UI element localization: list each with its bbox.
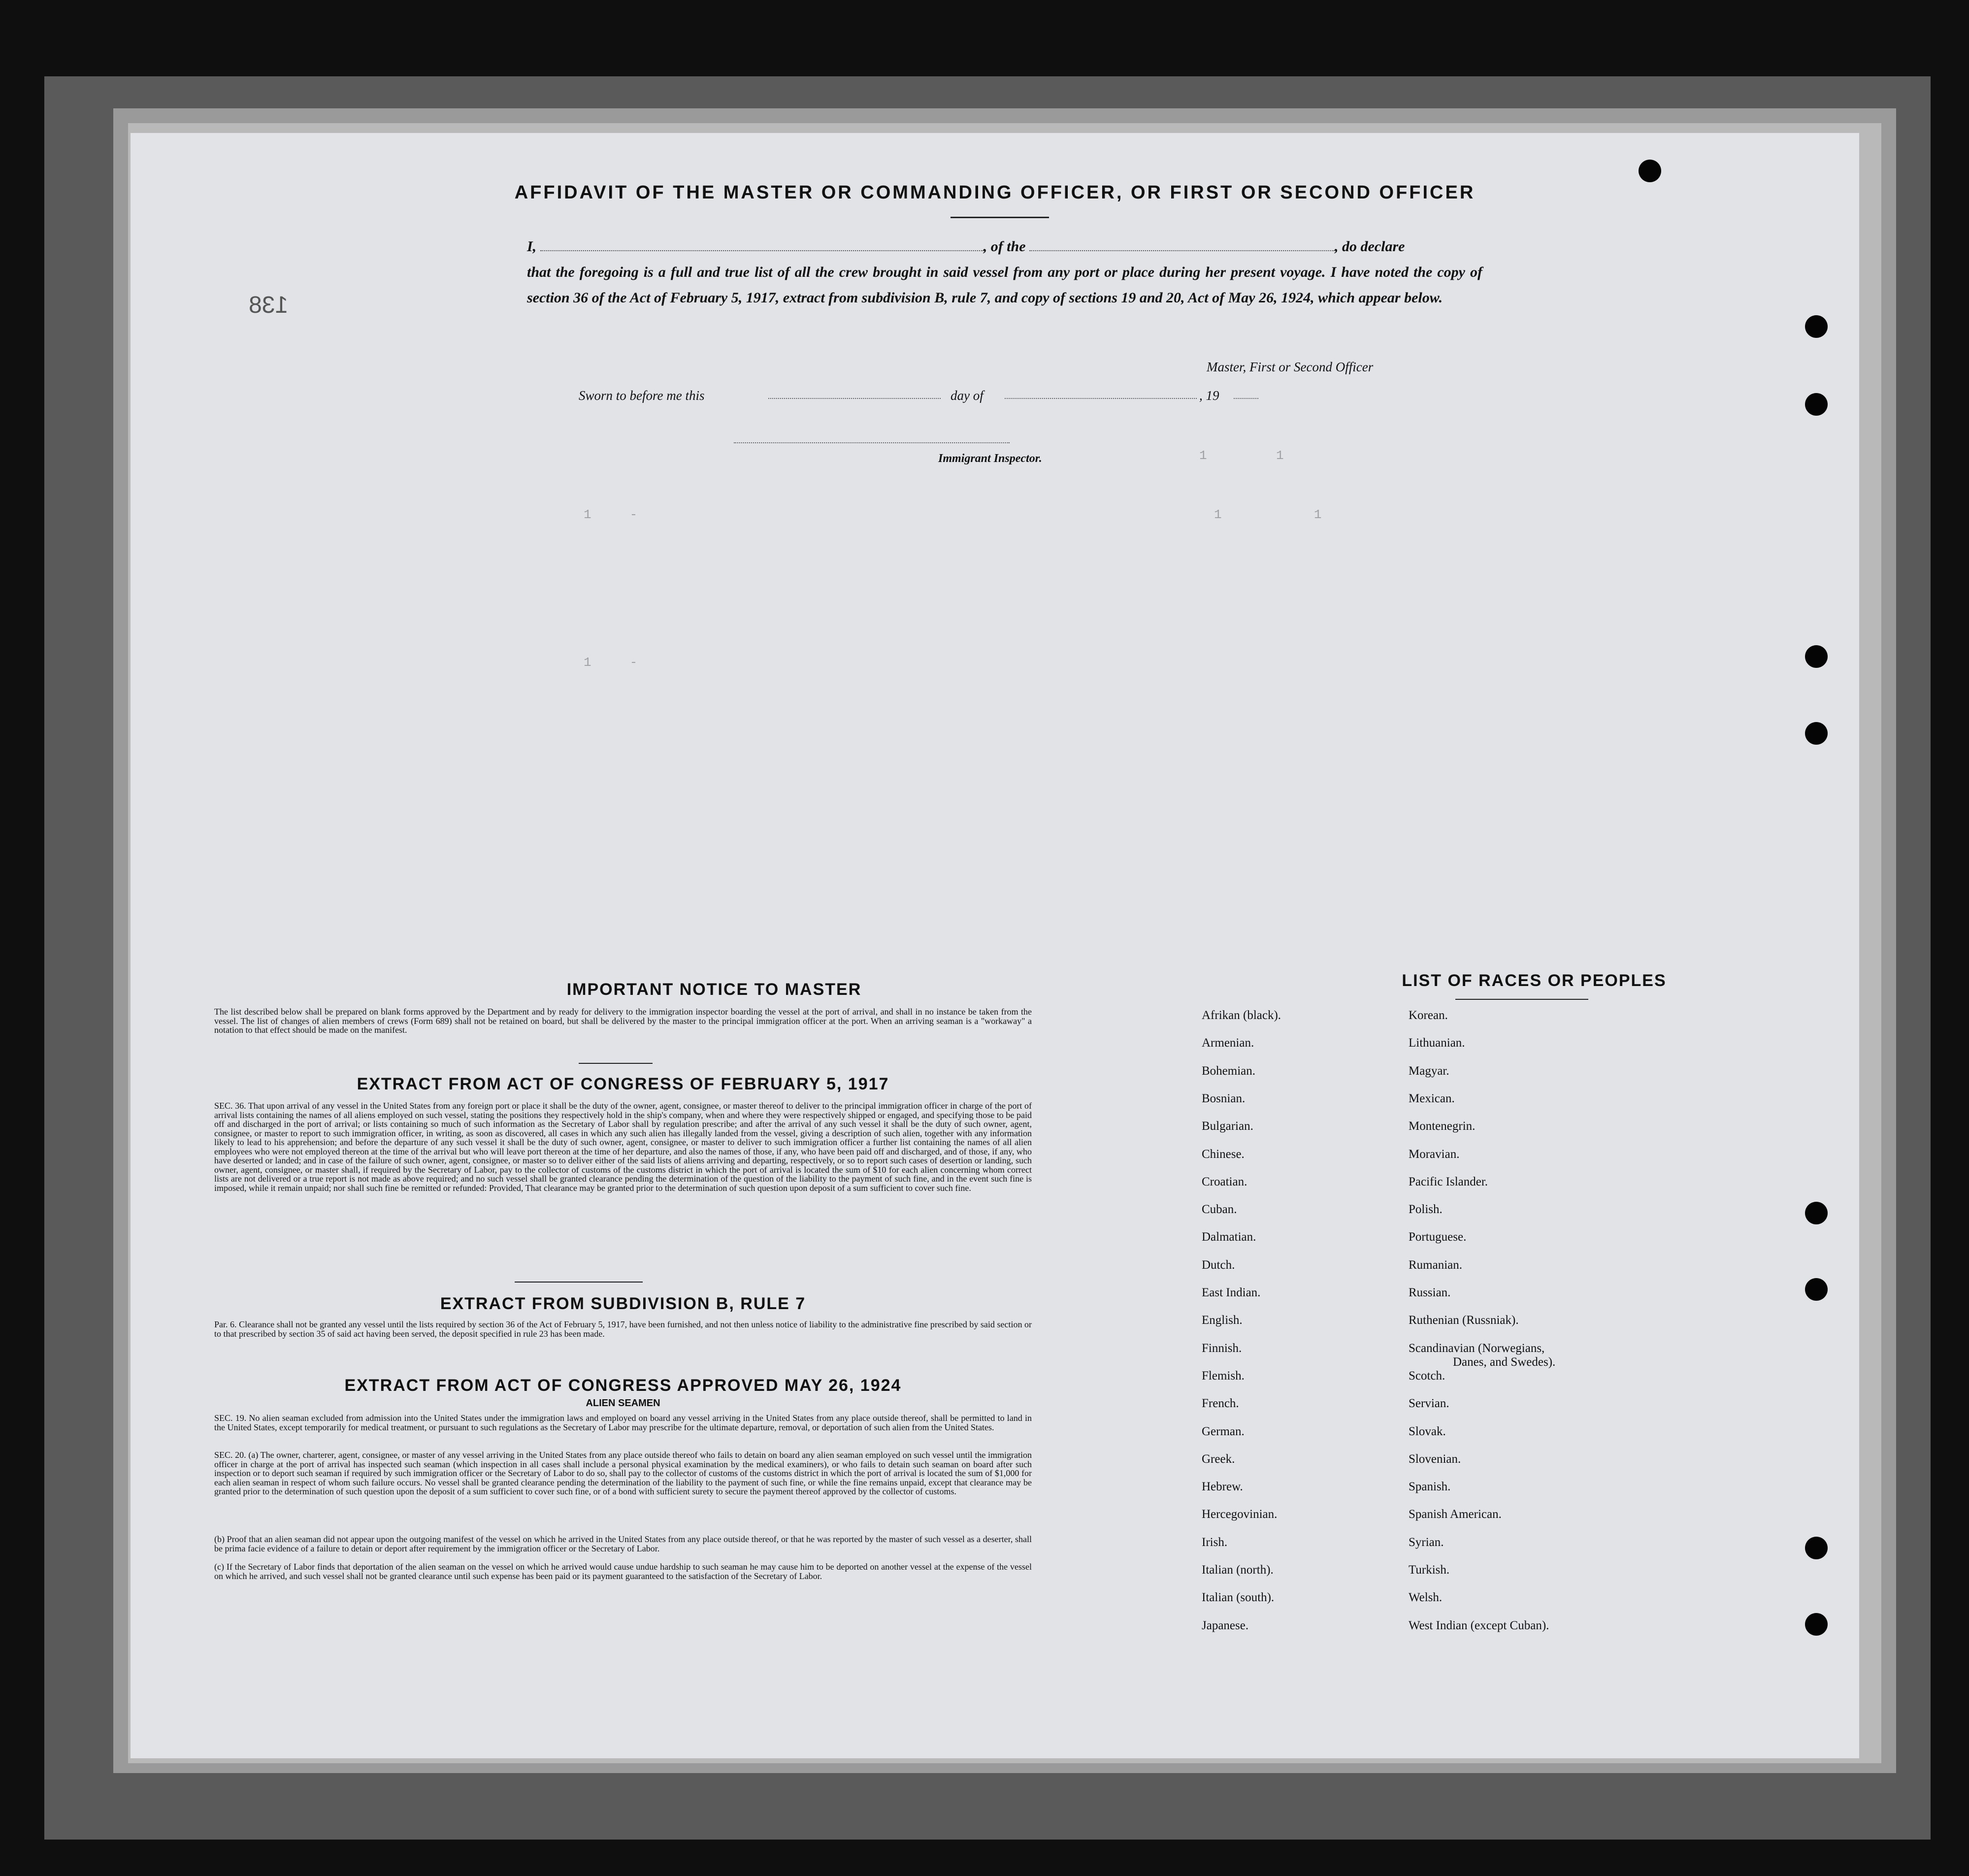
extract-1917-text: SEC. 36. That upon arrival of any vessel in the United States from any foreign port or place it shall be the duty of the owner, agent, consignee, or master thereof to deliver to the principal immigration officer in charge of the port of arrival lists containing the names of all aliens employed on such vessel, stating the positions they respectively hold in the ship's company, when and where they were respectively shipped or engaged, and specifying those to be paid off and discharged in the port of arrival; or lists containing so much of such information as the Secretary of Labor shall by regulation prescribe; and after the arrival of any such vessel it shall be the duty of such owner, agent, consignee, or master to report to such immigration officer, in writing, as soon as discovered, all cases in which any such alien has illegally landed from the vessel, giving a description of such alien, together with any information likely to lead to his apprehension; and before the departure of any such vessel it shall be the duty of such owner, agent, consignee, or master to deliver to such immigration officer a further list containing the names of all alien employees who were not employed thereon at the time of the arrival but who will leave port thereon at the time of her departure, and also the names of those, if any, who have been paid off and discharged, and of those, if any, who have deserted or landed; and in case of the failure of such owner, agent, consignee, or master so to deliver either of the said lists of aliens arriving and departing, respectively, or so to report such cases of desertion or landing, such owner, agent, consignee, or master shall, if required by the Secretary of Labor, pay to the collector of customs of the customs district in which the port of arrival is located the sum of $10 for each alien concerning whom correct lists are not delivered or a true report is not made as above required; and no such vessel shall be granted clearance pending the determination of the question of the liability to the payment of such fine, and in the event such fine is imposed, while it remain unpaid; nor shall such fine be remitted or refunded: Provided, That clearance may be granted prior to the determination of such question upon deposit of a sum sufficient to cover such fine.	[214, 1101, 1032, 1193]
notice-title: IMPORTANT NOTICE TO MASTER	[566, 980, 862, 999]
binder-hole-icon	[1805, 1202, 1828, 1224]
race-item: French.	[1202, 1397, 1239, 1411]
race-item: Scandinavian (Norwegians,	[1409, 1341, 1545, 1355]
race-item: Spanish American.	[1409, 1508, 1502, 1521]
race-item: Greek.	[1202, 1452, 1235, 1466]
binder-hole-icon	[1805, 722, 1828, 745]
race-item: Portuguese.	[1409, 1230, 1467, 1244]
page-number: 138	[249, 292, 289, 318]
affidavit-first-line	[527, 234, 1482, 260]
race-item: Chinese.	[1202, 1147, 1245, 1161]
race-item: Afrikan (black).	[1202, 1009, 1281, 1022]
race-item: Magyar.	[1409, 1064, 1449, 1078]
binder-hole-icon	[1805, 1278, 1828, 1301]
name-blank[interactable]	[540, 239, 984, 251]
sworn-label: Sworn to before me this	[579, 388, 705, 403]
extract-1924-subtitle: ALIEN SEAMEN	[586, 1398, 660, 1409]
month-blank[interactable]	[1005, 398, 1197, 399]
race-item: Irish.	[1202, 1535, 1228, 1549]
race-item: Ruthenian (Russniak).	[1409, 1314, 1519, 1327]
race-item: Scotch.	[1409, 1369, 1445, 1382]
divider	[579, 1063, 653, 1064]
extract-1924-sec19: SEC. 19. No alien seaman excluded from admission into the United States under the immigration laws and employed on board any vessel arriving in the United States from any place outside thereof, shall be permitted to land in the United States, except temporarily for medical treatment, or pursuant to such regulations as the Secretary of Labor may prescribe for the ultimate departure, removal, or deportation of such alien from the United States.	[214, 1413, 1032, 1432]
vessel-blank[interactable]	[1029, 239, 1335, 251]
race-item: Danes, and Swedes).	[1453, 1355, 1556, 1369]
sworn-date-blank[interactable]	[768, 398, 941, 399]
race-item: Polish.	[1409, 1203, 1443, 1217]
extract-1924-title: EXTRACT FROM ACT OF CONGRESS APPROVED MAY 26, 1924	[344, 1376, 902, 1395]
binder-hole-icon	[1639, 160, 1661, 182]
race-item: Moravian.	[1409, 1147, 1460, 1161]
day-of-label: day of	[951, 388, 984, 403]
race-item: Montenegrin.	[1409, 1119, 1476, 1133]
race-item: West Indian (except Cuban).	[1409, 1618, 1549, 1632]
race-item: Croatian.	[1202, 1175, 1247, 1188]
race-item: Hebrew.	[1202, 1480, 1243, 1494]
race-item: Welsh.	[1409, 1591, 1443, 1605]
race-item: Mexican.	[1409, 1091, 1455, 1105]
race-item: Servian.	[1409, 1397, 1449, 1411]
race-item: Rumanian.	[1409, 1258, 1463, 1272]
race-item: Finnish.	[1202, 1341, 1242, 1355]
extract-1924-sec20b: (b) Proof that an alien seaman did not appear upon the outgoing manifest of the vessel on which he arrived in the United States from any place outside thereof, or that he was reported by the master of such vessel as a deserter, shall be prima facie evidence of a failure to detain or deport after requirement by the immigration officer or the Secretary of Labor.	[214, 1534, 1032, 1553]
divider	[1455, 999, 1588, 1000]
inspector-signature-line[interactable]	[734, 442, 1010, 443]
race-item: Armenian.	[1202, 1036, 1254, 1050]
extract-rule7-title: EXTRACT FROM SUBDIVISION B, RULE 7	[440, 1294, 806, 1313]
race-item: Bulgarian.	[1202, 1119, 1253, 1133]
race-item: Syrian.	[1409, 1535, 1444, 1549]
extract-1917-title: EXTRACT FROM ACT OF CONGRESS OF FEBRUARY 5, 1917	[357, 1075, 889, 1093]
races-title: LIST OF RACES OR PEOPLES	[1402, 971, 1667, 990]
affidavit-i: I,	[527, 238, 537, 255]
affidavit-text: that the foregoing is a full and true list of all the crew brought in said vessel from any port or place during her present voyage. I have noted the copy of section 36 of the Act of February 5, 1917, extract from subdivision B, rule 7, and copy of sections 19 and 20, Act of May 26, 1924, which appear below.	[527, 264, 1482, 306]
race-item: Italian (south).	[1202, 1591, 1275, 1605]
extract-1924-sec20: SEC. 20. (a) The owner, charterer, agent, consignee, or master of any vessel arriving in the United States from any place outside thereof who fails to detain on board any alien seaman employed on such vessel until the immigration officer in charge at the port of arrival has inspected such seaman (which inspection in all cases shall include a personal physical examination by the medical examiners), or who fails to detain such seaman on board after such inspection or to deport such seaman if required by such immigration officer or the Secretary of Labor to do so, shall pay to the collector of customs of the customs district in which the port of arrival is located the sum of $1,000 for each alien seaman in respect of whom such failure occurs. No vessel shall be granted clearance pending the determination of the liability to the payment of such fine, or while the fine remains unpaid, except that clearance may be granted prior to the determination of such question upon the deposit of a sum sufficient to cover such fine, or of a bond with sufficient surety to secure the payment thereof approved by the collector of customs.	[214, 1450, 1032, 1496]
race-item: Korean.	[1409, 1009, 1448, 1022]
divider	[515, 1282, 643, 1283]
race-item: Bohemian.	[1202, 1064, 1256, 1078]
affidavit-of: , of the	[983, 238, 1026, 255]
race-item: Hercegovinian.	[1202, 1508, 1278, 1521]
race-item: Bosnian.	[1202, 1091, 1246, 1105]
race-item: Japanese.	[1202, 1618, 1249, 1632]
bleed-through-text: 1 1	[1199, 448, 1284, 463]
race-item: East Indian.	[1202, 1286, 1261, 1299]
race-item: Russian.	[1409, 1286, 1451, 1299]
race-item: Pacific Islander.	[1409, 1175, 1488, 1188]
race-item: Dutch.	[1202, 1258, 1235, 1272]
bleed-through-text: 1 1	[1214, 507, 1322, 522]
year-blank[interactable]	[1234, 398, 1258, 399]
affidavit-title: AFFIDAVIT OF THE MASTER OR COMMANDING OFFICER, OR FIRST OR SECOND OFFICER	[514, 182, 1476, 203]
race-item: Slovak.	[1409, 1424, 1446, 1438]
binder-hole-icon	[1805, 393, 1828, 416]
bleed-through-text: 1 -	[584, 507, 638, 522]
binder-hole-icon	[1805, 315, 1828, 338]
race-item: Turkish.	[1409, 1563, 1450, 1577]
affidavit-declare: , do declare	[1335, 238, 1405, 255]
extract-rule7-text: Par. 6. Clearance shall not be granted any vessel until the lists required by section 36 of the Act of February 5, 1917, have been furnished, and not then unless notice of liability to the administrative fine prescribed by said section or to that prescribed by section 35 of said act having been served, the deposit specified in rule 23 has been made.	[214, 1319, 1032, 1339]
document-page	[131, 133, 1859, 1758]
race-item: Italian (north).	[1202, 1563, 1274, 1577]
binder-hole-icon	[1805, 645, 1828, 668]
title-divider	[951, 217, 1049, 218]
binder-hole-icon	[1805, 1537, 1828, 1559]
race-item: Spanish.	[1409, 1480, 1451, 1494]
race-item: Flemish.	[1202, 1369, 1245, 1382]
year-label: , 19	[1199, 388, 1219, 403]
race-item: Cuban.	[1202, 1203, 1237, 1217]
race-item: Dalmatian.	[1202, 1230, 1256, 1244]
binder-hole-icon	[1805, 1613, 1828, 1636]
race-item: German.	[1202, 1424, 1245, 1438]
race-item: English.	[1202, 1314, 1243, 1327]
bleed-through-text: 1 -	[584, 655, 638, 670]
notice-text: The list described below shall be prepared on blank forms approved by the Department and by ready for delivery to the immigration inspector boarding the vessel at the port of arrival, and shall in no instance be taken from the vessel. The list of changes of alien members of crews (Form 689) shall not be retained on board, but shall be delivered by the master to the principal immigration officer at the port. When an arriving seaman is a "workaway" a notation to that effect should be made on the manifest.	[214, 1007, 1032, 1035]
extract-1924-sec20c: (c) If the Secretary of Labor finds that deportation of the alien seaman on the vessel on which he arrived would cause undue hardship to such seaman he may cause him to be deported on another vessel at the expense of the vessel on which he arrived, and such vessel shall not be granted clearance until such expense has been paid or its payment guaranteed to the satisfaction of the Secretary of Labor.	[214, 1562, 1032, 1581]
race-item: Slovenian.	[1409, 1452, 1461, 1466]
inspector-label: Immigrant Inspector.	[938, 452, 1042, 465]
master-signature-label: Master, First or Second Officer	[1207, 360, 1374, 374]
race-item: Lithuanian.	[1409, 1036, 1465, 1050]
